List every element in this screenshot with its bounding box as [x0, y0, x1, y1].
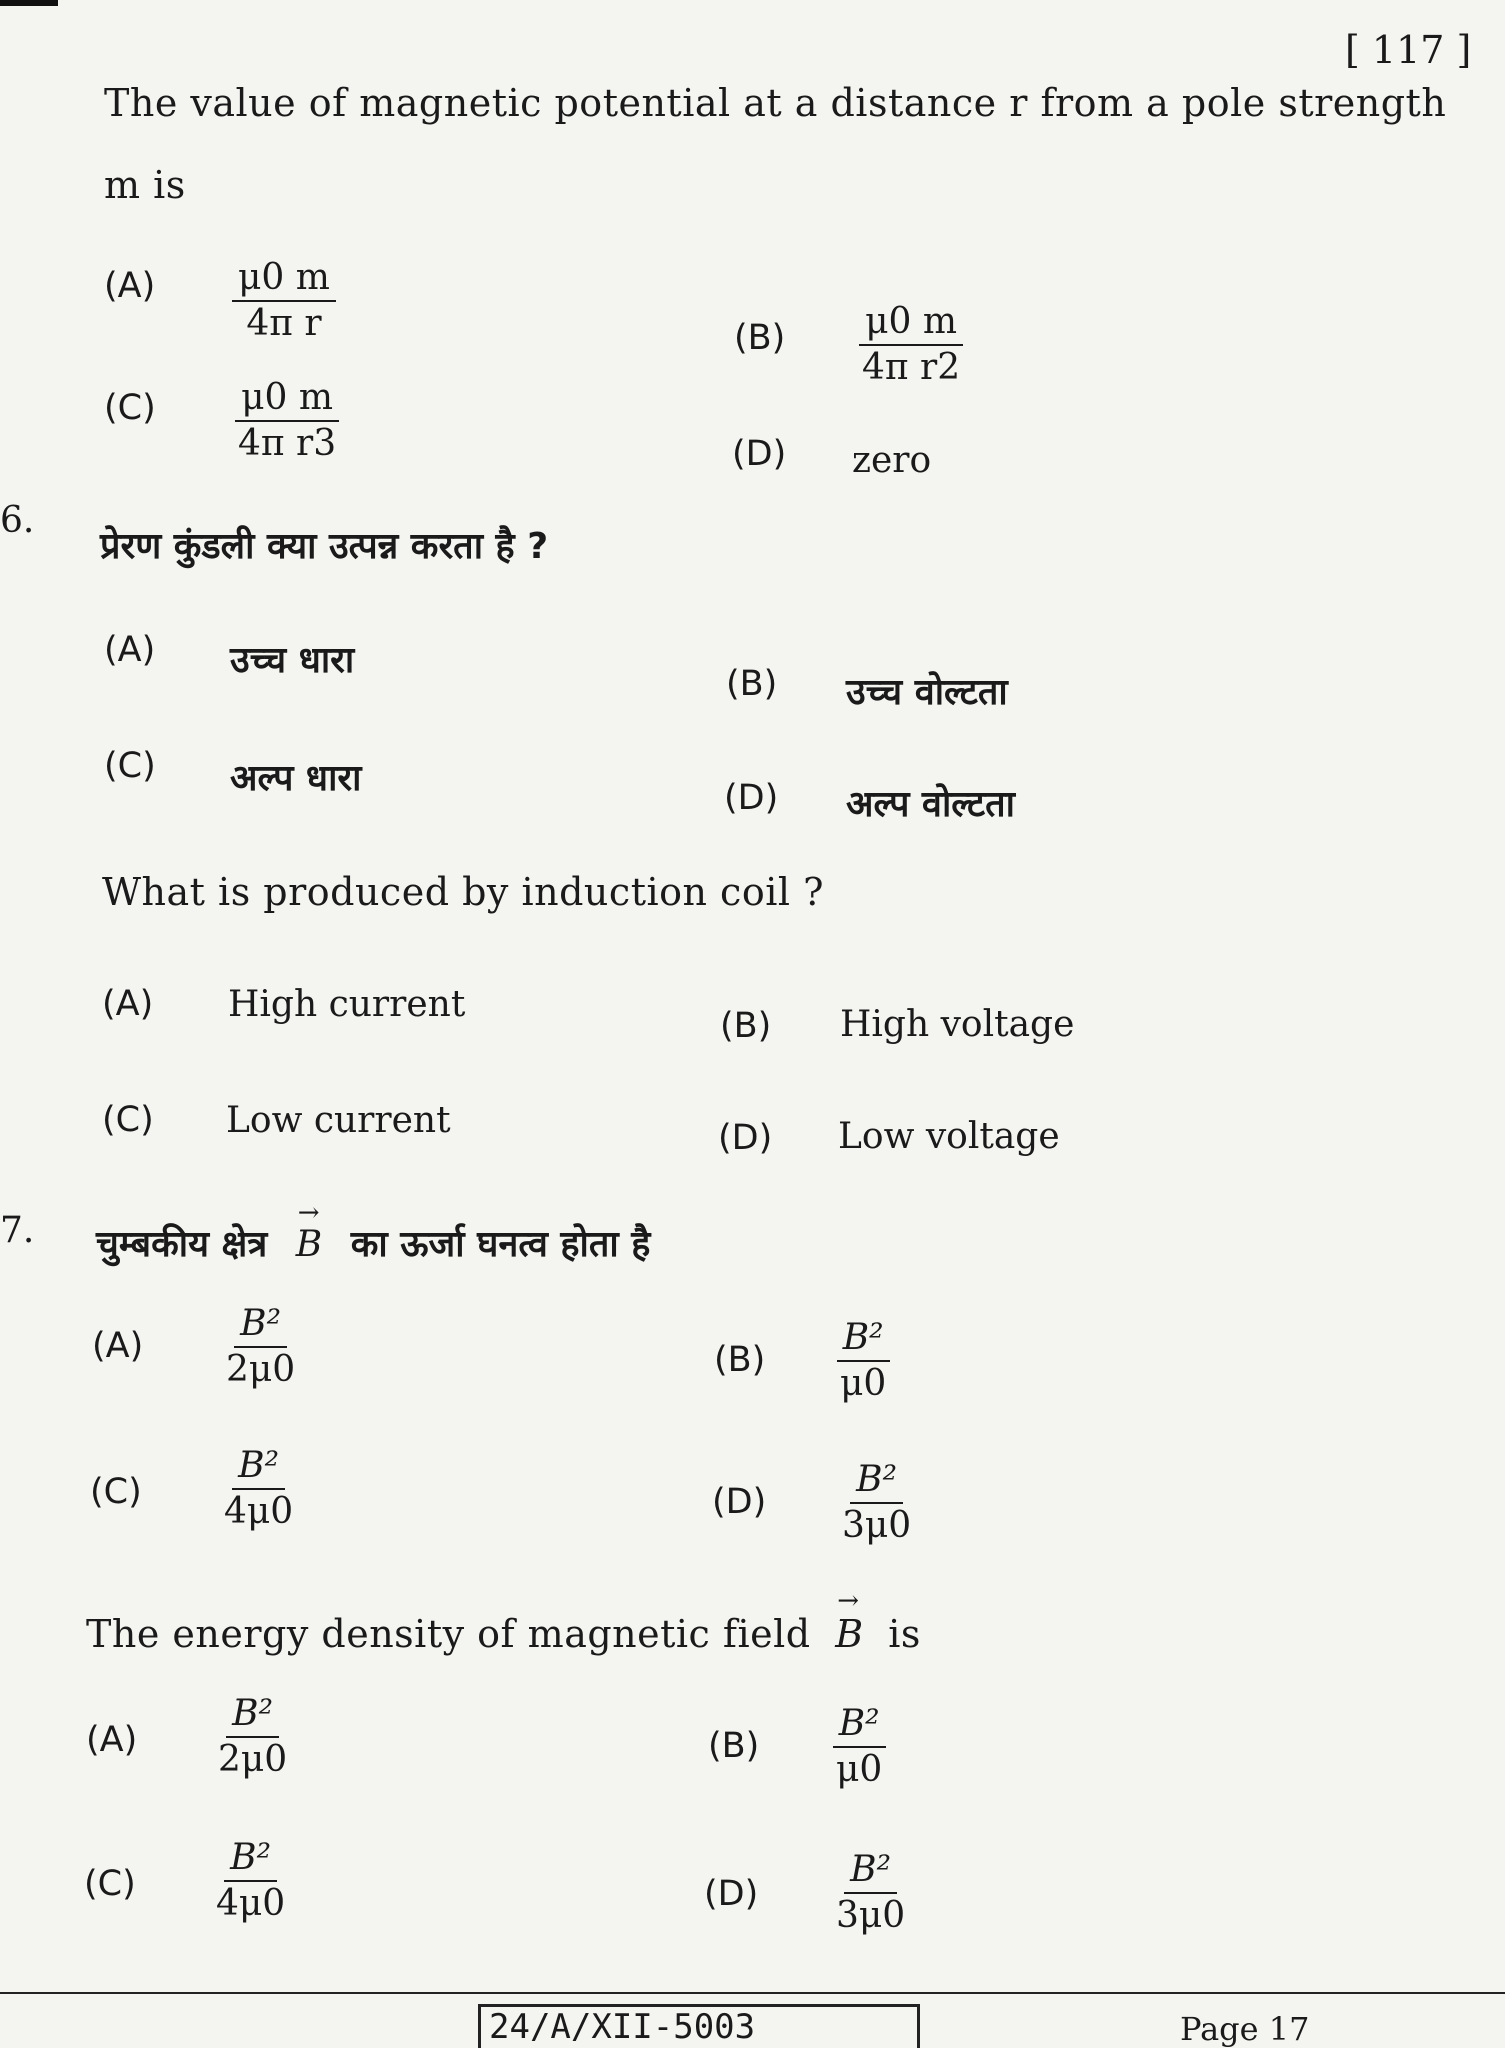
q7-hindi-option-c-denominator: 4μ0: [224, 1490, 294, 1532]
q7-hindi-field-symbol: → B: [296, 1224, 322, 1265]
q6-english-option-c-label: (C): [102, 1100, 154, 1140]
q7-english-option-c-label: (C): [84, 1864, 136, 1904]
q5-option-c-numerator: μ0 m: [235, 378, 339, 422]
q7-hindi-option-b-numerator: B²: [837, 1318, 890, 1362]
page-number: [ 117 ]: [1345, 28, 1472, 72]
q7-english-option-a-denominator: 2μ0: [218, 1738, 288, 1780]
q7-english-option-d-numerator: B²: [844, 1850, 897, 1894]
q7-number: 7.: [0, 1210, 35, 1251]
q5-option-a-fraction: [232, 258, 336, 343]
q5-option-b-fraction: [856, 302, 966, 387]
q7-hindi-option-d-denominator: 3μ0: [842, 1504, 912, 1546]
q7-hindi-option-a-label: (A): [92, 1326, 144, 1366]
q5-option-b-numerator: μ0 m: [859, 302, 963, 346]
q5-option-c-fraction: [232, 378, 342, 463]
q6-number: 6.: [0, 500, 35, 541]
q6-hindi-option-c-label: (C): [104, 746, 156, 786]
corner-mark: [0, 0, 58, 6]
q5-option-a-denominator: 4π r: [246, 302, 322, 344]
q7-hindi-option-b-denominator: μ0: [840, 1362, 887, 1404]
footer-rule: [0, 1992, 1505, 1994]
q7-english-stem: [86, 1612, 921, 1656]
q6-hindi-option-a-text: उच्च धारा: [230, 640, 355, 681]
q6-english-option-d-label: (D): [718, 1118, 773, 1158]
footer-code: 24/A/XII-5003: [478, 2004, 920, 2048]
q7-hindi-option-a-denominator: 2μ0: [226, 1348, 296, 1390]
q7-english-option-b-denominator: μ0: [836, 1748, 883, 1790]
q7-english-field-symbol: → B: [835, 1612, 863, 1656]
q6-hindi-option-d-label: (D): [724, 778, 779, 818]
q5-option-b-label: (B): [734, 318, 786, 358]
q6-english-option-b-text: High voltage: [840, 1004, 1075, 1045]
q6-english-option-d-text: Low voltage: [838, 1116, 1060, 1157]
q6-hindi-option-b-text: उच्च वोल्टता: [846, 672, 1008, 713]
q6-hindi-option-d-text: अल्प वोल्टता: [846, 784, 1015, 825]
q5-option-c-denominator: 4π r3: [238, 422, 337, 464]
q7-english-option-d-fraction: [830, 1850, 911, 1935]
q7-english-stem-after: is: [888, 1612, 921, 1656]
q6-hindi-option-b-label: (B): [726, 664, 778, 704]
q7-hindi-option-d-fraction: [836, 1460, 917, 1545]
q7-english-option-c-numerator: B²: [224, 1838, 277, 1882]
q7-hindi-stem-before: चुम्बकीय क्षेत्र: [96, 1224, 268, 1265]
q7-hindi-option-a-numerator: B²: [234, 1304, 287, 1348]
q7-english-option-b-fraction: [830, 1704, 888, 1789]
q5-option-b-denominator: 4π r2: [862, 346, 961, 388]
q7-hindi-option-a-fraction: [220, 1304, 301, 1389]
q7-hindi-stem-after: का ऊर्जा घनत्व होता है: [350, 1224, 651, 1265]
q7-hindi-stem: [96, 1218, 650, 1267]
q7-english-option-a-numerator: B²: [226, 1694, 279, 1738]
q6-english-option-a-text: High current: [228, 984, 466, 1025]
q6-hindi-option-a-label: (A): [104, 630, 156, 670]
q7-english-option-c-denominator: 4μ0: [216, 1882, 286, 1924]
q5-option-d-label: (D): [732, 434, 787, 474]
q7-hindi-option-d-label: (D): [712, 1482, 767, 1522]
q6-hindi-option-c-text: अल्प धारा: [230, 758, 362, 799]
q5-stem: The value of magnetic potential at a distance r from a pole strength m is: [104, 81, 1447, 207]
q7-english-option-b-numerator: B²: [833, 1704, 886, 1748]
q7-english-option-d-denominator: 3μ0: [836, 1894, 906, 1936]
q5-option-c-label: (C): [104, 388, 156, 428]
q7-hindi-option-b-fraction: [834, 1318, 892, 1403]
q5-option-a-label: (A): [104, 266, 156, 306]
q5-option-a-numerator: μ0 m: [232, 258, 336, 302]
q7-hindi-option-d-numerator: B²: [850, 1460, 903, 1504]
q7-english-option-d-label: (D): [704, 1874, 759, 1914]
q7-english-option-a-label: (A): [86, 1720, 138, 1760]
q5-option-d-text: zero: [852, 440, 932, 481]
q7-english-stem-before: The energy density of magnetic field: [86, 1612, 811, 1656]
q6-english-option-a-label: (A): [102, 984, 154, 1024]
q7-hindi-option-c-numerator: B²: [232, 1446, 285, 1490]
q7-hindi-option-c-fraction: [218, 1446, 299, 1531]
q6-hindi-stem: प्रेरण कुंडली क्या उत्पन्न करता है ?: [100, 526, 549, 567]
q7-english-option-b-label: (B): [708, 1726, 760, 1766]
q7-hindi-option-b-label: (B): [714, 1340, 766, 1380]
q6-english-option-b-label: (B): [720, 1006, 772, 1046]
q7-hindi-option-c-label: (C): [90, 1472, 142, 1512]
q7-english-option-a-fraction: [212, 1694, 293, 1779]
q6-english-option-c-text: Low current: [226, 1100, 451, 1141]
footer-page-label: Page 17: [1180, 2010, 1310, 2048]
q6-english-stem: What is produced by induction coil ?: [102, 870, 824, 914]
q7-english-option-c-fraction: [210, 1838, 291, 1923]
